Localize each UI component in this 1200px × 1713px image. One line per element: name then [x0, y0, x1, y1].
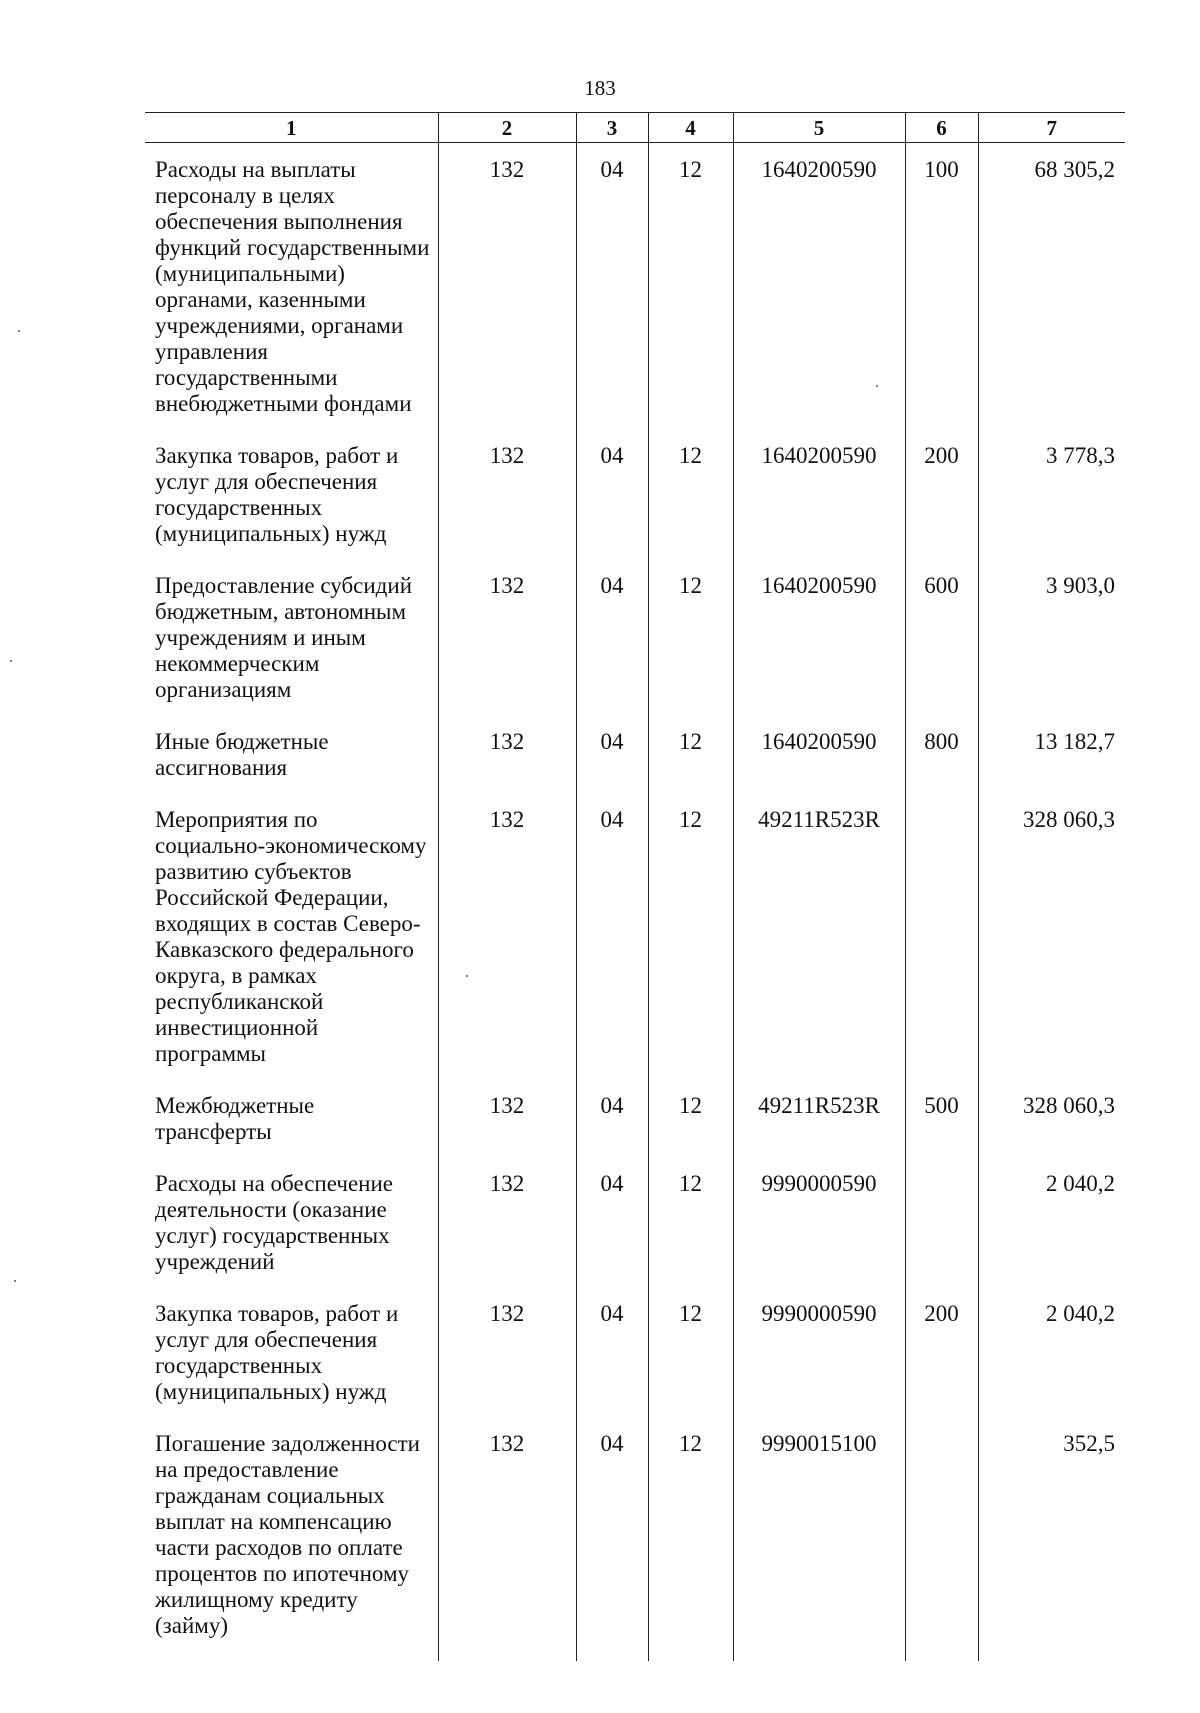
cell-col-7: 68 305,2	[978, 143, 1125, 430]
cell-col-4: 12	[648, 793, 733, 1079]
cell-col-2: 132	[438, 1157, 576, 1287]
cell-col-5: 9990015100	[733, 1417, 905, 1661]
cell-col-6: 200	[905, 1287, 978, 1417]
cell-col-6	[905, 1157, 978, 1287]
cell-col-4: 12	[648, 1417, 733, 1661]
page-number: 183	[584, 76, 616, 100]
cell-col-6	[905, 1417, 978, 1661]
table-row	[145, 793, 1125, 1079]
cell-col-4: 12	[648, 1287, 733, 1417]
cell-col-4: 12	[648, 143, 733, 430]
cell-col-3: 04	[576, 1157, 648, 1287]
cell-col-2: 132	[438, 559, 576, 715]
scan-speck	[18, 330, 20, 332]
table-row	[145, 143, 1125, 430]
cell-col-2: 132	[438, 143, 576, 430]
cell-col-7: 328 060,3	[978, 1079, 1125, 1157]
cell-col-2: 132	[438, 1287, 576, 1417]
cell-col-5: 1640200590	[733, 715, 905, 793]
cell-col-3: 04	[576, 1417, 648, 1661]
scan-speck	[466, 975, 468, 977]
cell-col-2: 132	[438, 429, 576, 559]
cell-col-7: 3 778,3	[978, 429, 1125, 559]
cell-col-2: 132	[438, 793, 576, 1079]
cell-col-5: 49211R523R	[733, 793, 905, 1079]
cell-col-3: 04	[576, 1079, 648, 1157]
row-name: Погашение задолженности на предоставление гражданам социальных выплат на компенсацию части расходов по оплате процентов по ипотечному жилищному кредиту (займу)	[155, 1431, 420, 1638]
cell-col-5: 9990000590	[733, 1157, 905, 1287]
budget-table	[145, 112, 1125, 1661]
row-name: Закупка товаров, работ и услуг для обеспечения государственных (муниципальных) нужд	[155, 443, 399, 546]
column-header-6: 6	[905, 113, 978, 143]
table-row	[145, 559, 1125, 715]
table-row	[145, 1417, 1125, 1661]
column-header-4: 4	[648, 113, 733, 143]
scan-speck	[10, 660, 12, 662]
cell-col-5: 1640200590	[733, 143, 905, 430]
cell-col-2: 132	[438, 1079, 576, 1157]
cell-col-5: 49211R523R	[733, 1079, 905, 1157]
table-row	[145, 1079, 1125, 1157]
cell-col-7: 13 182,7	[978, 715, 1125, 793]
cell-col-4: 12	[648, 715, 733, 793]
cell-col-7: 2 040,2	[978, 1287, 1125, 1417]
cell-col-4: 12	[648, 1157, 733, 1287]
cell-col-4: 12	[648, 1079, 733, 1157]
cell-col-6	[905, 793, 978, 1079]
cell-col-3: 04	[576, 429, 648, 559]
cell-col-7: 352,5	[978, 1417, 1125, 1661]
row-name: Закупка товаров, работ и услуг для обеспечения государственных (муниципальных) нужд	[155, 1301, 399, 1404]
table-row	[145, 1157, 1125, 1287]
table-row	[145, 429, 1125, 559]
cell-col-3: 04	[576, 143, 648, 430]
cell-col-6: 200	[905, 429, 978, 559]
column-header-7: 7	[978, 113, 1125, 143]
column-header-5: 5	[733, 113, 905, 143]
row-name: Мероприятия по социально-экономическому развитию субъектов Российской Федерации, входящих в состав Северо-Кавказского федерального округа, в рамках республиканской инвестиционной программы	[155, 807, 427, 1066]
row-name: Расходы на обеспечение деятельности (оказание услуг) государственных учреждений	[155, 1171, 393, 1274]
cell-col-5: 9990000590	[733, 1287, 905, 1417]
cell-col-3: 04	[576, 793, 648, 1079]
table-row	[145, 715, 1125, 793]
scan-speck	[876, 385, 878, 387]
cell-col-3: 04	[576, 715, 648, 793]
cell-col-4: 12	[648, 429, 733, 559]
cell-col-7: 3 903,0	[978, 559, 1125, 715]
cell-col-2: 132	[438, 1417, 576, 1661]
cell-col-7: 328 060,3	[978, 793, 1125, 1079]
row-name: Предоставление субсидий бюджетным, автономным учреждениям и иным некоммерческим организациям	[155, 573, 412, 702]
column-header-1: 1	[145, 113, 438, 143]
cell-col-4: 12	[648, 559, 733, 715]
row-name: Иные бюджетные ассигнования	[155, 729, 329, 780]
cell-col-6: 100	[905, 143, 978, 430]
row-name: Межбюджетные трансферты	[155, 1093, 315, 1144]
cell-col-6: 600	[905, 559, 978, 715]
row-name: Расходы на выплаты персоналу в целях обеспечения выполнения функций государственными (муниципальными) органами, казенными учреждениями, органами управления государственными внебюджетными фондами	[155, 157, 430, 416]
table-row	[145, 1287, 1125, 1417]
cell-col-2: 132	[438, 715, 576, 793]
cell-col-7: 2 040,2	[978, 1157, 1125, 1287]
cell-col-6: 500	[905, 1079, 978, 1157]
cell-col-5: 1640200590	[733, 559, 905, 715]
scan-speck	[14, 1280, 16, 1282]
column-header-2: 2	[438, 113, 576, 143]
cell-col-6: 800	[905, 715, 978, 793]
column-header-3: 3	[576, 113, 648, 143]
table-header-row	[145, 113, 1125, 143]
cell-col-3: 04	[576, 559, 648, 715]
cell-col-3: 04	[576, 1287, 648, 1417]
cell-col-5: 1640200590	[733, 429, 905, 559]
